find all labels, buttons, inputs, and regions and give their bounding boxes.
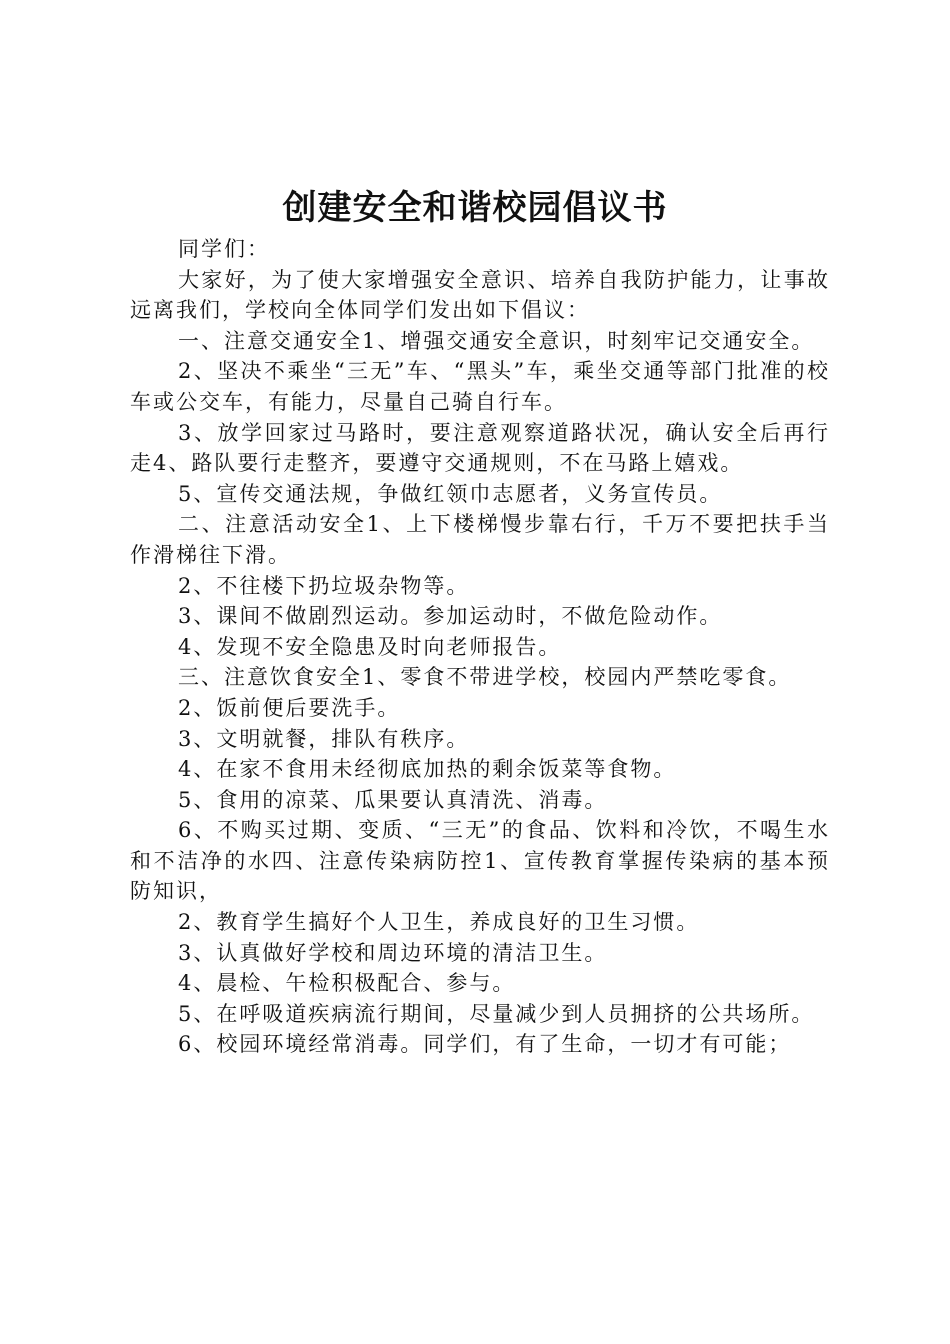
- document-body: [130, 234, 830, 1060]
- traffic-safety-paragraph-5: 5、宣传交通法规，争做红领巾志愿者，义务宣传员。: [178, 481, 723, 506]
- intro-paragraph: 大家好，为了使大家增强安全意识、培养自我防护能力，让事故远离我们，学校向全体同学们发出如下倡议：: [130, 267, 830, 323]
- food-safety-paragraph-4: 4、在家不食用未经彻底加热的剩余饭菜等食物。: [178, 757, 677, 782]
- activity-safety-paragraph-4: 4、发现不安全隐患及时向老师报告。: [178, 634, 562, 659]
- disease-prevention-paragraph-6: 6、校园环境经常消毒。同学们，有了生命，一切才有可能；: [178, 1032, 792, 1057]
- food-safety-paragraph-6: 6、不购买过期、变质、“三无”的食品、饮料和冷饮，不喝生水和不洁净的水四、注意传染病防控1、宣传教育掌握传染病的基本预防知识，: [130, 818, 830, 904]
- food-safety-paragraph-1: 三、注意饮食安全1、零食不带进学校，校园内严禁吃零食。: [178, 665, 792, 690]
- document-title: 创建安全和谐校园倡议书: [282, 188, 668, 228]
- disease-prevention-paragraph-2: 2、教育学生搞好个人卫生，养成良好的卫生习惯。: [178, 910, 700, 935]
- activity-safety-paragraph-1: 二、注意活动安全1、上下楼梯慢步靠右行，千万不要把扶手当作滑梯往下滑。: [130, 512, 830, 567]
- disease-prevention-paragraph-4: 4、晨检、午检积极配合、参与。: [178, 971, 516, 996]
- food-safety-paragraph-2: 2、饭前便后要洗手。: [178, 695, 401, 720]
- activity-safety-paragraph-3: 3、课间不做剧烈运动。参加运动时，不做危险动作。: [178, 604, 723, 629]
- traffic-safety-paragraph-3: 3、放学回家过马路时，要注意观察道路状况，确认安全后再行走4、路队要行走整齐，要遵守交通规则，不在马路上嬉戏。: [130, 420, 830, 476]
- disease-prevention-paragraph-3: 3、认真做好学校和周边环境的清洁卫生。: [178, 940, 608, 965]
- traffic-safety-paragraph-2: 2、坚决不乘坐“三无”车、“黑头”车，乘坐交通等部门批准的校车或公交车，有能力，尽量自己骑自行车。: [130, 359, 830, 414]
- disease-prevention-paragraph-5: 5、在呼吸道疾病流行期间，尽量减少到人员拥挤的公共场所。: [178, 1001, 815, 1026]
- food-safety-paragraph-5: 5、食用的凉菜、瓜果要认真清洗、消毒。: [178, 787, 608, 812]
- traffic-safety-paragraph-1: 一、注意交通安全1、增强交通安全意识，时刻牢记交通安全。: [178, 328, 815, 353]
- activity-safety-paragraph-2: 2、不往楼下扔垃圾杂物等。: [178, 573, 470, 598]
- greeting-paragraph: 同学们：: [178, 237, 270, 261]
- food-safety-paragraph-3: 3、文明就餐，排队有秩序。: [178, 726, 470, 751]
